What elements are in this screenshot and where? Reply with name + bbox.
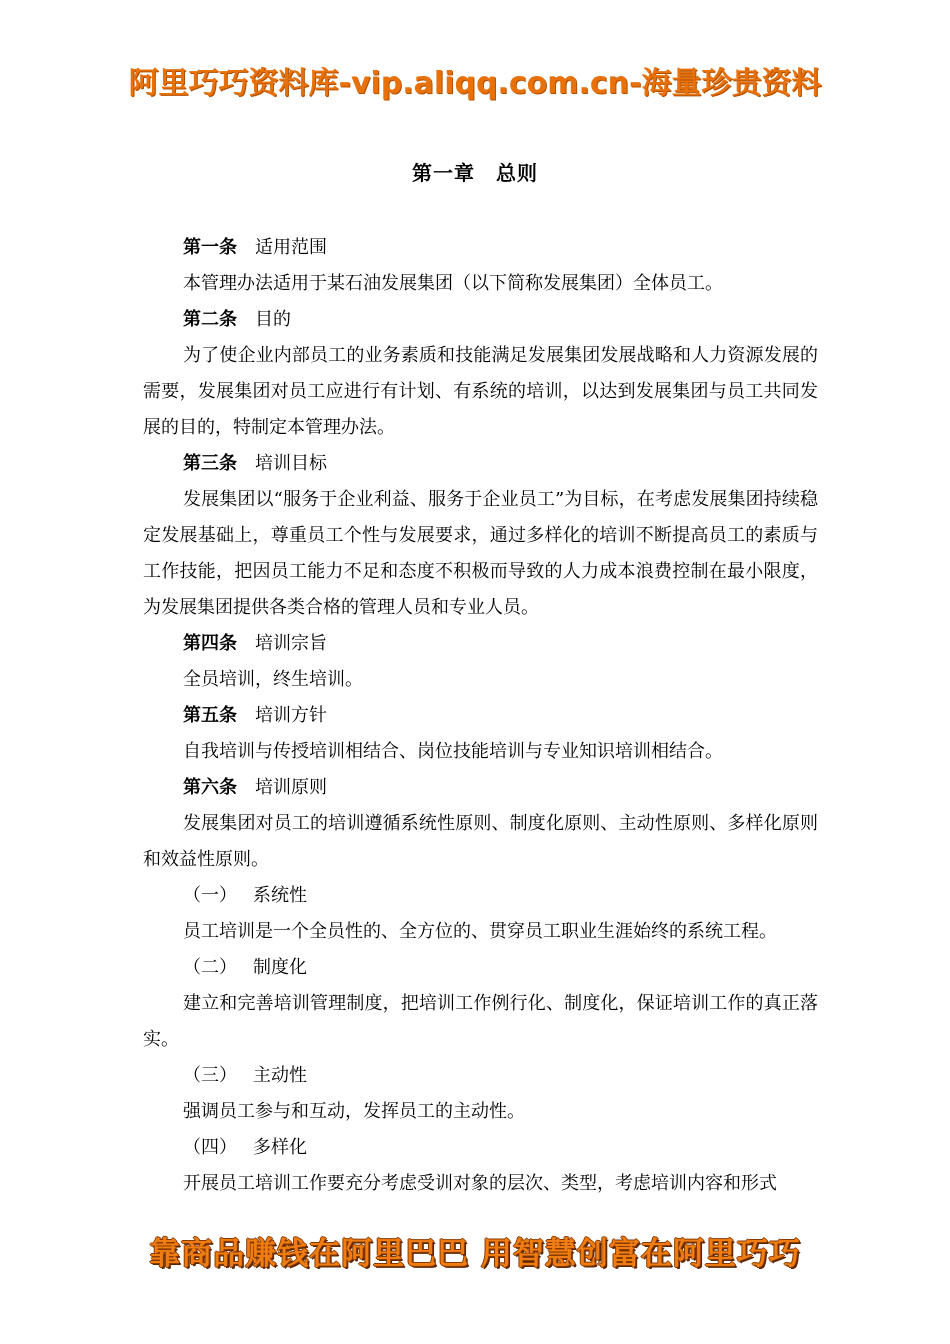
- article-title: 适用范围: [255, 237, 327, 258]
- principle-title: 主动性: [253, 1065, 307, 1086]
- article-number: 第一条: [183, 237, 237, 258]
- principle-text: 开展员工培训工作要充分考虑受训对象的层次、类型，考虑培训内容和形式: [183, 1173, 777, 1194]
- article-number: 第四条: [183, 633, 237, 654]
- article-text: 全员培训，终生培训。: [183, 669, 363, 690]
- principle-heading: [143, 878, 818, 914]
- principle-text: 建立和完善培训管理制度，把培训工作例行化、制度化，保证培训工作的真正落实。: [143, 993, 818, 1050]
- header-banner: 阿里巧巧资料库-vip.aliqq.com.cn-海量珍贵资料: [128, 66, 822, 101]
- article-title: 目的: [255, 309, 291, 330]
- principle-heading: [143, 1130, 818, 1166]
- article-text: 发展集团以“服务于企业利益、服务于企业员工”为目标，在考虑发展集团持续稳定发展基础上，尊重员工个性与发展要求，通过多样化的培训不断提高员工的素质与工作技能，把因员工能力不足和态度不积极而导致的人力成本浪费控制在最小限度，为发展集团提供各类合格的管理人员和专业人员。: [143, 489, 818, 618]
- article-number: 第六条: [183, 777, 237, 798]
- article-number: 第三条: [183, 453, 237, 474]
- principle-number: （二）: [183, 957, 237, 978]
- article-heading: [143, 770, 818, 806]
- article-heading: [143, 230, 818, 266]
- principle-text: 员工培训是一个全员性的、全方位的、贯穿员工职业生涯始终的系统工程。: [183, 921, 777, 942]
- principle-heading: [143, 1058, 818, 1094]
- article-heading: [143, 446, 818, 482]
- article-text: 发展集团对员工的培训遵循系统性原则、制度化原则、主动性原则、多样化原则和效益性原则。: [143, 813, 818, 870]
- article-title: 培训原则: [255, 777, 327, 798]
- footer-banner: 靠商品赚钱在阿里巴巴 用智慧创富在阿里巧巧: [149, 1236, 801, 1272]
- article-title: 培训目标: [255, 453, 327, 474]
- article-heading: [143, 626, 818, 662]
- article-number: 第五条: [183, 705, 237, 726]
- article-title: 培训宗旨: [255, 633, 327, 654]
- article-text: 自我培训与传授培训相结合、岗位技能培训与专业知识培训相结合。: [183, 741, 723, 762]
- principle-text: 强调员工参与和互动，发挥员工的主动性。: [183, 1101, 525, 1122]
- article-text: 为了使企业内部员工的业务素质和技能满足发展集团发展战略和人力资源发展的需要，发展集团对员工应进行有计划、有系统的培训，以达到发展集团与员工共同发展的目的，特制定本管理办法。: [143, 345, 818, 438]
- article-text: 本管理办法适用于某石油发展集团（以下简称发展集团）全体员工。: [183, 273, 723, 294]
- principle-title: 系统性: [253, 885, 307, 906]
- article-heading: [143, 302, 818, 338]
- chapter-title: 第一章 总则: [412, 161, 538, 185]
- principle-number: （四）: [183, 1137, 237, 1158]
- principle-title: 多样化: [253, 1137, 307, 1158]
- principle-number: （一）: [183, 885, 237, 906]
- document-body: [143, 230, 818, 1202]
- principle-heading: [143, 950, 818, 986]
- principle-number: （三）: [183, 1065, 237, 1086]
- principle-title: 制度化: [253, 957, 307, 978]
- article-heading: [143, 698, 818, 734]
- article-title: 培训方针: [255, 705, 327, 726]
- article-number: 第二条: [183, 309, 237, 330]
